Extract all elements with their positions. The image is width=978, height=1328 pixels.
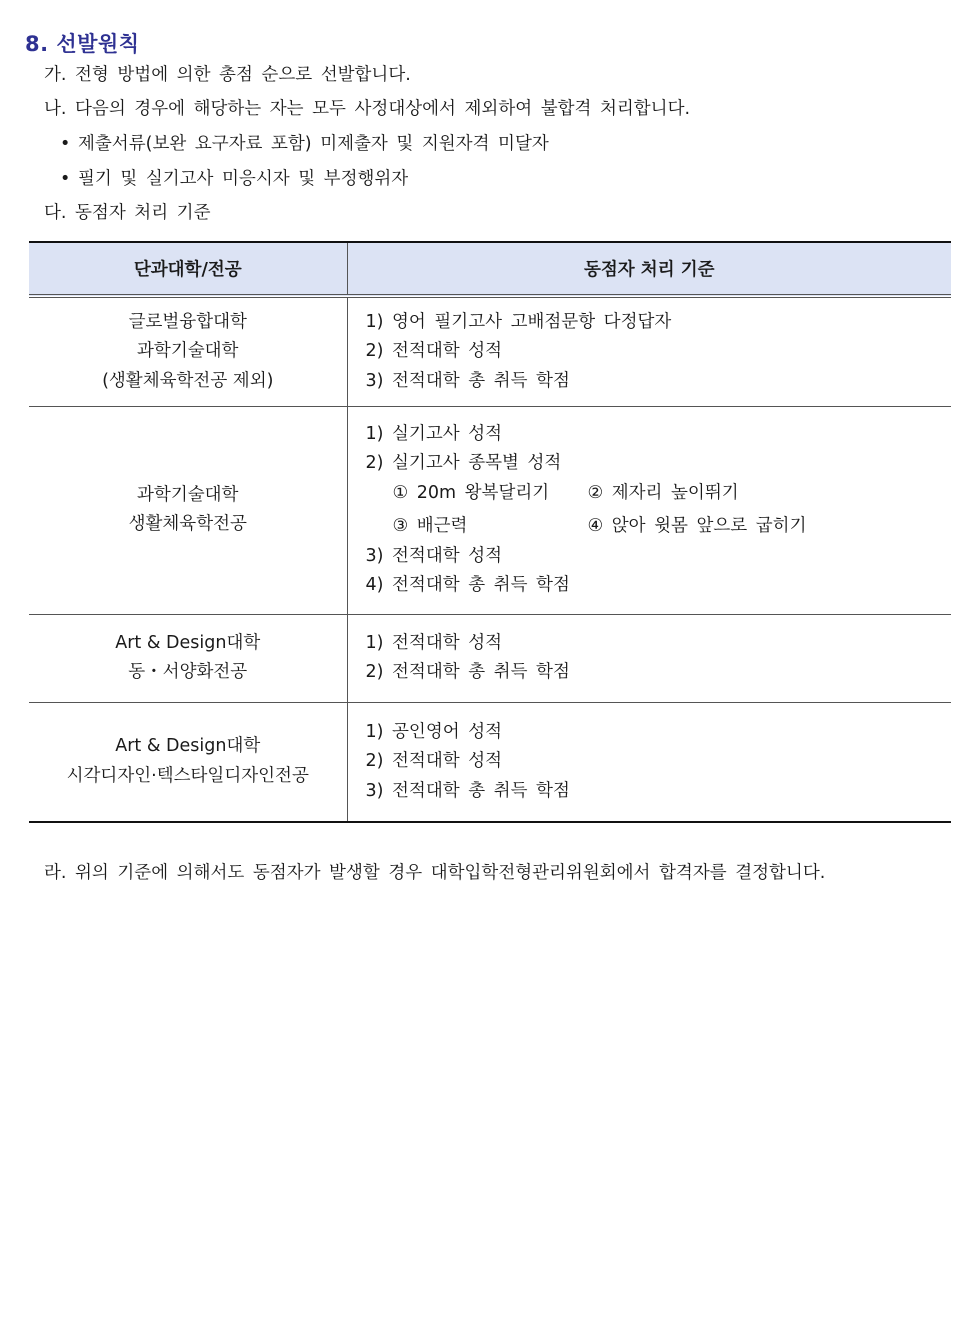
section-title: 8. 선발원칙 [25, 32, 140, 56]
tie-break-table [29, 241, 951, 823]
criteria-line: 1) 실기고사 성적 [365, 423, 503, 444]
sub-criteria-item: ④ 앉아 윗몸 앞으로 굽히기 [587, 516, 807, 536]
criteria-line: 1) 공인영어 성적 [365, 721, 503, 742]
item-ra: 라. 위의 기준에 의해서도 동점자가 발생할 경우 대학입학전형관리위원회에서 합격자를 결정합니다. [44, 863, 826, 883]
item-na: 나. 다음의 경우에 해당하는 자는 모두 사정대상에서 제외하여 불합격 처리합니다. [44, 99, 691, 119]
table-row [29, 406, 951, 614]
table-header-row [29, 242, 951, 296]
unit-line: 과학기술대학 [137, 341, 239, 361]
sub-criteria-item: ③ 배근력 [392, 516, 468, 536]
unit-cell [29, 406, 347, 614]
unit-cell [29, 296, 347, 406]
criteria-line: 2) 전적대학 총 취득 학점 [365, 662, 570, 682]
criteria-line: 1) 전적대학 성적 [365, 632, 503, 653]
header-unit: 단과대학/전공 [29, 242, 347, 296]
unit-line: 생활체육학전공 [128, 514, 247, 534]
unit-line: 시각디자인·텍스타일디자인전공 [66, 765, 309, 786]
criteria-line: 3) 전적대학 총 취득 학점 [365, 780, 570, 801]
criteria-line: 2) 전적대학 성적 [365, 751, 503, 771]
bullet-dot-icon: • [60, 169, 71, 189]
criteria-cell [347, 406, 951, 614]
sub-criteria-line [366, 479, 952, 509]
unit-line: 동・서양화전공 [128, 662, 248, 682]
table-row [29, 702, 951, 822]
unit-line: 과학기술대학 [137, 484, 239, 505]
sub-criteria-item: ① 20m 왕복달리기 [392, 482, 550, 503]
unit-line: Art & Design대학 [115, 632, 261, 653]
bullet-item [60, 132, 549, 156]
sub-criteria-line [366, 512, 952, 542]
unit-line: (생활체육학전공 제외) [102, 370, 274, 391]
unit-line: 글로벌융합대학 [128, 311, 247, 332]
unit-line: Art & Design대학 [115, 736, 261, 757]
criteria-cell [347, 296, 951, 406]
item-ga: 가. 전형 방법에 의한 총점 순으로 선발합니다. [44, 65, 411, 85]
bullet-text: 필기 및 실기고사 미응시자 및 부정행위자 [78, 169, 409, 189]
table-row [29, 296, 951, 406]
bullet-item [60, 167, 408, 191]
bullet-dot-icon: • [60, 134, 71, 154]
criteria-line: 3) 전적대학 성적 [365, 545, 503, 566]
criteria-line: 2) 전적대학 성적 [365, 341, 503, 361]
criteria-line: 4) 전적대학 총 취득 학점 [365, 575, 570, 595]
header-criteria: 동점자 처리 기준 [347, 242, 951, 296]
criteria-line: 1) 영어 필기고사 고배점문항 다정답자 [365, 311, 672, 332]
criteria-line: 3) 전적대학 총 취득 학점 [365, 370, 570, 391]
criteria-cell [347, 614, 951, 702]
bullet-text: 제출서류(보완 요구자료 포함) 미제출자 및 지원자격 미달자 [78, 134, 549, 154]
unit-cell [29, 614, 347, 702]
sub-criteria-item: ② 제자리 높이뛰기 [587, 482, 739, 503]
criteria-line: 2) 실기고사 종목별 성적 [365, 453, 562, 473]
item-da: 다. 동점자 처리 기준 [44, 203, 211, 223]
criteria-cell [347, 702, 951, 822]
table-row [29, 614, 951, 702]
unit-cell [29, 702, 347, 822]
